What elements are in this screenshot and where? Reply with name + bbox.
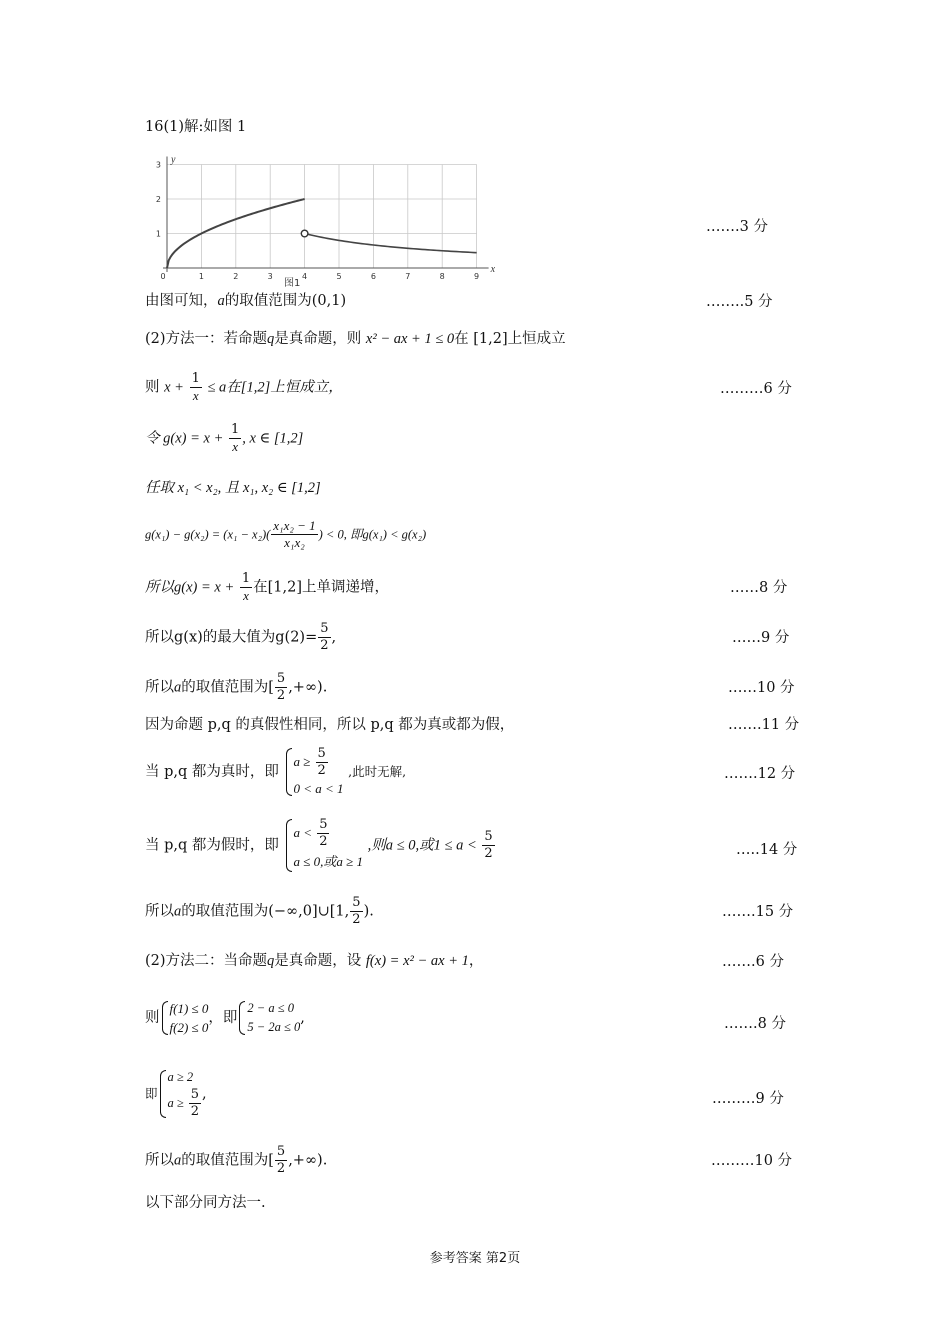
line-truth-same: 因为命题 p,q 的真假性相同，所以 p,q 都为真或都为假，: [145, 717, 515, 733]
score-12: …….12 分: [724, 766, 796, 782]
score-6-method2: …….6 分: [722, 954, 784, 970]
math: g(x₁) − g(x₂) = (x₁ − x₂)(: [145, 527, 271, 542]
var-a: a: [217, 293, 225, 309]
system-brace: [284, 817, 364, 874]
score-14: …..14 分: [736, 842, 798, 858]
score-3: …….3 分: [706, 219, 768, 235]
system-row: 0 < a < 1: [293, 781, 344, 796]
numerator: 1: [191, 371, 200, 386]
text: ，即: [208, 1010, 238, 1026]
system-row: 5 − 2a ≤ 0: [247, 1020, 301, 1034]
line-final-range: [145, 895, 374, 928]
line-monotonic: [145, 571, 389, 604]
x-axis-label: x: [490, 264, 496, 275]
var-a: a: [174, 679, 182, 696]
line-take-x1-x2: [145, 478, 321, 498]
open-point: [301, 230, 308, 237]
figure-caption: 图1: [283, 278, 301, 289]
denominator: 2: [319, 834, 328, 849]
text: (2)方法一：若命题: [145, 331, 268, 347]
fraction: [318, 621, 330, 654]
score-10-method2: ………10 分: [711, 1153, 793, 1169]
denominator: x: [232, 439, 238, 454]
system-row: [294, 817, 364, 850]
text: 的取值范围为[: [181, 1152, 274, 1169]
text: (2)方法二：当命题: [145, 953, 268, 969]
text: 所以g(x)的最大值为g(2)=: [145, 629, 318, 646]
y-tick-label: 3: [155, 160, 161, 170]
denominator: 2: [320, 638, 329, 653]
numerator: 1: [241, 571, 251, 586]
score-11: …….11 分: [728, 717, 800, 733]
text: 是真命题，设: [274, 953, 362, 969]
numerator: 1: [230, 422, 240, 437]
text: 的取值范围为(−∞,0]∪[1,: [181, 903, 350, 920]
x-tick-label: 2: [233, 272, 239, 281]
line-range-a-part1: [145, 291, 346, 311]
var-a: a: [174, 1152, 182, 1169]
system-brace: [160, 999, 209, 1037]
x-tick-label: 0: [160, 272, 166, 281]
score-9: ……9 分: [732, 630, 790, 646]
math: ≤ a在[1,2]上恒成立，: [207, 379, 343, 396]
text: ,+∞).: [288, 679, 328, 696]
text: 是真命题，则: [274, 331, 362, 347]
score-9-method2: ………9 分: [712, 1091, 784, 1107]
figure-grid: [167, 165, 477, 269]
line-rest-same: 以下部分同方法一.: [145, 1195, 266, 1211]
denominator: 2: [484, 846, 493, 861]
text: 即: [145, 1086, 158, 1101]
fraction: [229, 422, 241, 455]
line-define-g: [145, 422, 303, 455]
system-row: a ≤ 0,或a ≥ 1: [293, 854, 364, 869]
text: 的取值范围为[: [181, 679, 274, 696]
text: ,+∞).: [288, 1152, 328, 1169]
x-tick-label: 1: [198, 272, 204, 281]
page-footer: 参考答案 第2页: [429, 1251, 521, 1266]
fraction: [275, 1144, 287, 1177]
var-q: q: [267, 953, 275, 969]
figure-axes: [163, 154, 489, 273]
line-max-value: [145, 621, 336, 654]
math: a <: [293, 825, 313, 840]
y-axis-label: y: [171, 154, 176, 166]
system-row: f(2) ≤ 0: [169, 1020, 209, 1035]
figure-1-graph: [140, 145, 510, 290]
math: f(x) = x² − ax + 1: [365, 953, 469, 969]
figure-tick-labels: [156, 161, 479, 282]
score-10: ……10 分: [728, 680, 795, 696]
line-range-a-method1: [145, 671, 327, 704]
x-tick-label: 6: [370, 272, 376, 281]
system-brace: [158, 1068, 203, 1120]
x-tick-label: 5: [336, 272, 342, 281]
text: ,: [300, 1010, 305, 1026]
math: 所以g(x) = x +: [145, 579, 235, 596]
text: 所以: [145, 679, 174, 696]
numerator: 5: [352, 895, 361, 910]
math: ,则a ≤ 0,或1 ≤ a <: [367, 837, 477, 854]
line-f-conditions: [145, 999, 305, 1037]
math: 令 g(x) = x +: [145, 430, 224, 447]
text: 则: [145, 1010, 160, 1026]
numerator: 5: [276, 671, 286, 686]
denominator: 2: [352, 912, 361, 927]
text: ，: [468, 953, 484, 969]
var-q: q: [267, 331, 275, 347]
text: 当 p,q 都为真时，即: [145, 764, 279, 780]
numerator: 5: [484, 829, 493, 844]
fraction: [190, 371, 202, 404]
problem-heading: 16(1)解:如图 1: [145, 119, 247, 135]
line-a-conditions: [145, 1068, 207, 1120]
denominator: x: [243, 588, 249, 603]
line-both-true: [145, 746, 406, 798]
denominator: x: [192, 388, 199, 403]
math: 任取 x₁ < x₂, 且 x₁, x₂ ∈ [1,2]: [145, 480, 321, 496]
text: 所以: [145, 903, 174, 920]
numerator: 5: [320, 621, 329, 636]
math: ) < 0, 即g(x₁) < g(x₂): [318, 527, 427, 542]
x-tick-label: 9: [474, 272, 480, 281]
text: ).: [363, 903, 374, 920]
math: , x ∈ [1,2]: [242, 430, 304, 447]
fraction: [350, 895, 362, 928]
text: 的取值范围为(0,1): [224, 293, 347, 309]
numerator: 5: [317, 746, 326, 761]
x-tick-label: 4: [302, 272, 308, 281]
text: 则: [145, 379, 160, 396]
system-row: [168, 1087, 203, 1120]
x-tick-label: 3: [267, 272, 273, 281]
score-8-method2: …….8 分: [724, 1016, 786, 1032]
fraction: [240, 571, 252, 604]
system-row: f(1) ≤ 0: [169, 1001, 209, 1016]
denominator: 2: [317, 763, 326, 778]
line-method2-intro: [145, 951, 483, 971]
text: 在 [1,2]上恒成立: [454, 331, 566, 347]
denominator: 2: [276, 1161, 286, 1176]
numerator: x₁x₂ − 1: [273, 518, 316, 533]
text: ,: [202, 1086, 207, 1102]
numerator: 5: [190, 1087, 200, 1102]
numerator: 5: [319, 817, 328, 832]
fraction: [271, 518, 317, 551]
system-row: [294, 746, 344, 779]
denominator: 2: [276, 688, 286, 703]
text: 所以: [145, 1152, 174, 1169]
reciprocal-curve: [305, 234, 477, 253]
score-5: ……..5 分: [706, 294, 773, 310]
system-brace: [284, 746, 344, 798]
fraction: [189, 1087, 201, 1120]
math: a ≥: [167, 1096, 184, 1110]
text: ,: [331, 629, 337, 646]
fraction: [275, 671, 287, 704]
line-method1-intro: [145, 329, 566, 349]
line-both-false: [145, 817, 496, 874]
line-difference: [145, 518, 426, 551]
fraction: [317, 817, 329, 850]
numerator: 5: [276, 1144, 286, 1159]
fraction: [316, 746, 328, 779]
fraction: [482, 829, 494, 862]
x-tick-label: 7: [405, 272, 411, 281]
denominator: x₁x₂: [284, 535, 305, 550]
system-row: a ≥ 2: [167, 1070, 194, 1084]
var-a: a: [174, 903, 182, 920]
line-range-a-method2: [145, 1144, 327, 1177]
inequality: x² − ax + 1 ≤ 0: [365, 331, 455, 347]
y-tick-label: 2: [155, 195, 161, 204]
score-6: ………6 分: [720, 381, 792, 397]
math: x +: [164, 379, 184, 396]
denominator: 2: [190, 1104, 200, 1119]
text: 在[1,2]上单调递增，: [253, 579, 389, 596]
text: 由图可知，: [145, 293, 218, 309]
score-15: …….15 分: [722, 904, 794, 920]
text: ,此时无解,: [348, 764, 407, 779]
system-row: 2 − a ≤ 0: [247, 1001, 294, 1015]
y-tick-label: 1: [155, 229, 161, 239]
text: 当 p,q 都为假时，即: [145, 837, 279, 854]
math: a ≥: [293, 754, 311, 769]
system-brace: [237, 999, 300, 1037]
line-inequality: [145, 371, 343, 404]
x-tick-label: 8: [439, 272, 445, 281]
score-8: ……8 分: [730, 580, 788, 596]
